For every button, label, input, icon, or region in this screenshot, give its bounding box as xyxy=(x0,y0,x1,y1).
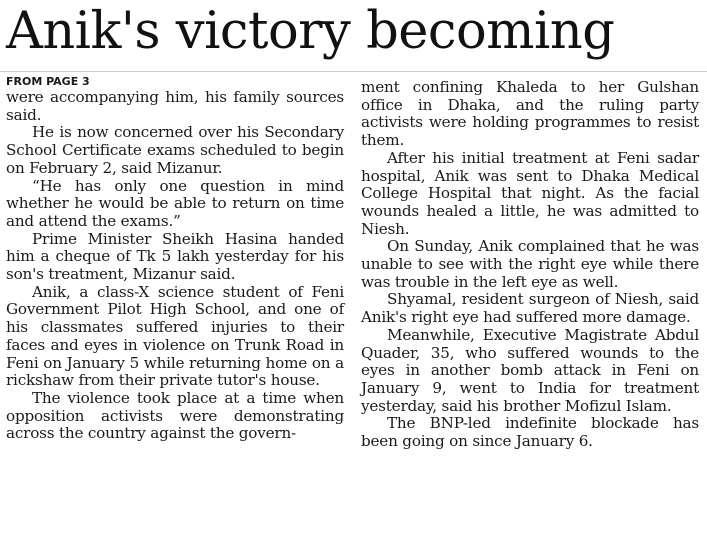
paragraph: ment confining Khaleda to her Gulshan office in Dhaka, and the ruling party activists were holding programmes to resist them. xyxy=(361,78,699,150)
paragraph: Anik, a class-X science student of Feni Government Pilot High School, and one of his classmates suffered injuries to their faces and eyes in violence on Trunk Road in Feni on January 5 while returning home on a rickshaw from their private tutor's house. xyxy=(6,282,344,390)
paragraph: “He has only one question in mind whether he would be able to return on time and attend the exams.” xyxy=(6,176,344,230)
continuation-dateline: FROM PAGE 3 xyxy=(6,75,90,88)
paragraph: Prime Minister Sheikh Hasina handed him a cheque of Tk 5 lakh yesterday for his son's treatment, Mizanur said. xyxy=(6,229,344,284)
headline-divider xyxy=(0,71,707,72)
paragraph: The BNP-led indefinite blockade has been going on since January 6. xyxy=(361,414,699,451)
paragraph: Meanwhile, Executive Magistrate Abdul Quader, 35, who suffered wounds to the eyes in another bomb attack in Feni on January 9, went to India for treatment yesterday, said his brother Mofizul Islam. xyxy=(361,325,699,415)
paragraph: Shyamal, resident surgeon of Niesh, said Anik's right eye had suffered more damage. xyxy=(361,290,699,327)
article-column-left xyxy=(6,75,344,443)
article-column-right xyxy=(361,79,699,451)
paragraph: After his initial treatment at Feni sadar hospital, Anik was sent to Dhaka Medical College Hospital that night. As the facial wounds healed a little, he was admitted to Niesh. xyxy=(361,148,699,238)
paragraph: The violence took place at a time when opposition activists were demonstrating across the country against the govern- xyxy=(6,388,344,443)
paragraph: On Sunday, Anik complained that he was unable to see with the right eye while there was trouble in the left eye as well. xyxy=(361,237,699,291)
article-headline: Anik's victory becoming xyxy=(6,2,615,61)
paragraph: He is now concerned over his Secondary School Certificate exams scheduled to begin on February 2, said Mizanur. xyxy=(6,123,344,177)
paragraph: were accompanying him, his family sources said. xyxy=(6,88,344,124)
